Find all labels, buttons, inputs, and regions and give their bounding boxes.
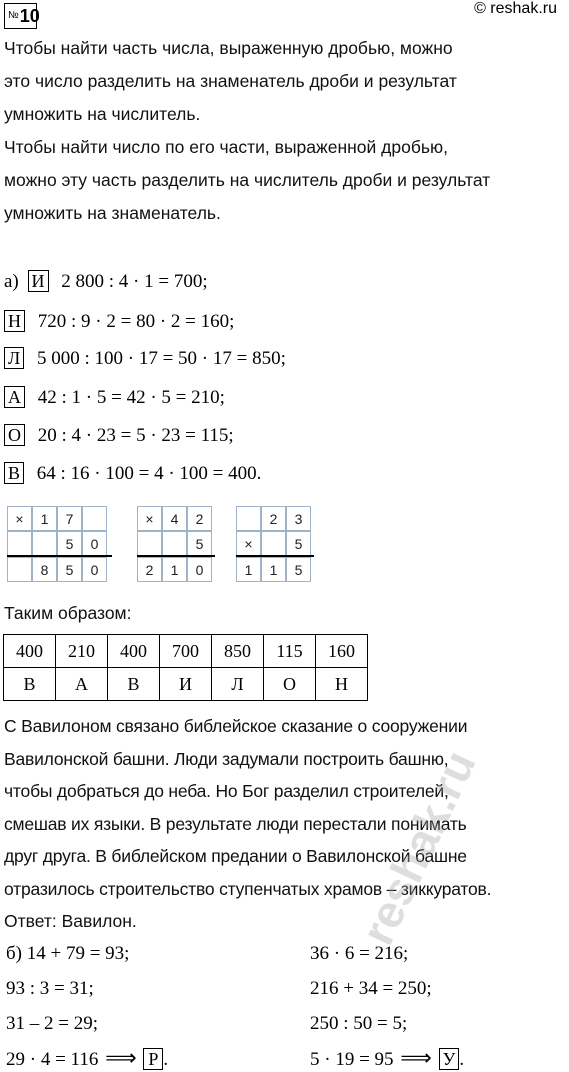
task-number: 10 [19,6,40,26]
sign-cell [236,506,261,531]
letter-box: И [28,270,49,292]
letter-box: О [4,424,25,446]
digit-cell: 0 [82,557,107,582]
digit-cell: 0 [187,557,212,582]
table-cell: 210 [56,635,108,668]
period: . [163,1049,169,1070]
digit-cell [82,506,107,531]
summary-label: Таким образом: [4,603,132,623]
story-line: Вавилонской башни. Люди задумали построить башню, [4,748,449,769]
table-cell: Л [212,668,264,701]
part-b-right-2: 216 + 34 = 250; [310,978,432,999]
digit-cell: 1 [162,557,187,582]
expression: 720 : 9 · 2 = 80 · 2 = 160; [37,311,235,332]
expression: 5 000 : 100 · 17 = 50 · 17 = 850; [36,348,286,369]
digit-cell [162,531,187,556]
letter-box: Л [4,347,24,369]
expression: 29 · 4 = 116 [6,1049,99,1070]
expression: 64 : 16 · 100 = 4 · 100 = 400. [36,463,262,484]
part-b-right-3: 250 : 50 = 5; [310,1013,408,1034]
table-cell: 400 [108,635,160,668]
story-line: отразилось строительство ступенчатых храмов – зиккуратов. [4,878,492,899]
table-cell: 700 [160,635,212,668]
rules-block [4,32,490,230]
implies-arrow-icon: ⟹ [105,1045,137,1070]
expression: 2 800 : 4 · 1 = 700; [61,271,208,292]
digit-cell: 2 [187,506,212,531]
digit-cell: 4 [162,506,187,531]
rule-line: Чтобы найти число по его части, выраженной дробью, [4,137,448,157]
rule-line: можно эту часть разделить на числитель дроби и результат [4,170,491,190]
digit-cell [32,531,57,556]
table-cell: 850 [212,635,264,668]
story-line: С Вавилоном связано библейское сказание о сооружении [4,716,468,736]
answer-table [3,634,368,701]
digit-cell [7,557,32,582]
digit-cell: 5 [187,531,212,556]
part-b-right-4 [310,1046,464,1072]
implies-arrow-icon: ⟹ [400,1045,432,1070]
part-b-left-4 [6,1046,168,1072]
answer-line: Ответ: Вавилон. [4,911,137,931]
story-line: чтобы добраться до неба. Но Бог разделил строителей, [4,781,449,801]
digit-cell: 1 [261,557,286,582]
digit-cell: 3 [286,506,311,531]
expression: 42 : 1 · 5 = 42 · 5 = 210; [37,387,225,408]
table-cell: В [4,668,56,701]
digit-cell: 5 [286,531,311,556]
part-b-left-2: 93 : 3 = 31; [6,978,94,999]
letter-box: У [439,1048,460,1070]
task-number-badge [4,3,40,29]
period: . [459,1049,465,1070]
story-line: смешав их языки. В результате люди перестали понимать [4,813,467,834]
part-a-row-5 [4,424,234,448]
table-cell: И [160,668,212,701]
digit-cell: 5 [57,531,82,556]
sign-cell: × [137,506,162,531]
table-cell: 400 [4,635,56,668]
numbers-row [4,635,368,668]
digit-cell: 1 [32,506,57,531]
part-b-left-1: б) 14 + 79 = 93; [6,943,130,964]
table-cell: В [108,668,160,701]
rule-line: умножить на числитель. [4,104,201,124]
part-b-right-1: 36 · 6 = 216; [310,943,409,964]
part-a-row-2 [4,310,234,334]
table-cell: О [264,668,316,701]
number-sign: № [8,10,19,21]
rule-line: умножить на знаменатель. [4,203,221,223]
digit-cell [7,531,32,556]
watermark: reshak.ru [350,742,486,953]
digit-cell [137,531,162,556]
part-a-row-6 [4,462,261,486]
part-a-row-3 [4,347,286,371]
table-cell: 115 [264,635,316,668]
table-cell: Н [316,668,368,701]
part-a-row-1 [4,270,208,294]
letters-row [4,668,368,701]
expression: 5 · 19 = 95 [310,1049,394,1070]
site-credit: © reshak.ru [474,0,557,17]
digit-cell: 2 [261,506,286,531]
digit-cell: 5 [57,557,82,582]
sign-cell: × [236,531,261,556]
rule-line: это число разделить на знаменатель дроби и результат [4,71,457,91]
digit-cell: 2 [137,557,162,582]
letter-box: В [4,462,24,484]
story-line: друг друга. В библейском предании о Вавилонской башне [4,846,467,866]
digit-cell: 8 [32,557,57,582]
part-a-label: а) [4,271,19,292]
digit-cell: 1 [236,557,261,582]
letter-box: Р [143,1048,163,1070]
digit-cell: 5 [286,557,311,582]
digit-cell: 7 [57,506,82,531]
part-a-row-4 [4,386,225,410]
digit-cell [261,531,286,556]
letter-box: Н [4,310,25,332]
table-cell: А [56,668,108,701]
part-b-left-3: 31 – 2 = 29; [6,1013,98,1034]
sign-cell: × [7,506,32,531]
letter-box: А [4,386,25,408]
rule-line: Чтобы найти часть числа, выраженную дробью, можно [4,38,453,58]
digit-cell: 0 [82,531,107,556]
expression: 20 : 4 · 23 = 5 · 23 = 115; [37,425,234,446]
table-cell: 160 [316,635,368,668]
